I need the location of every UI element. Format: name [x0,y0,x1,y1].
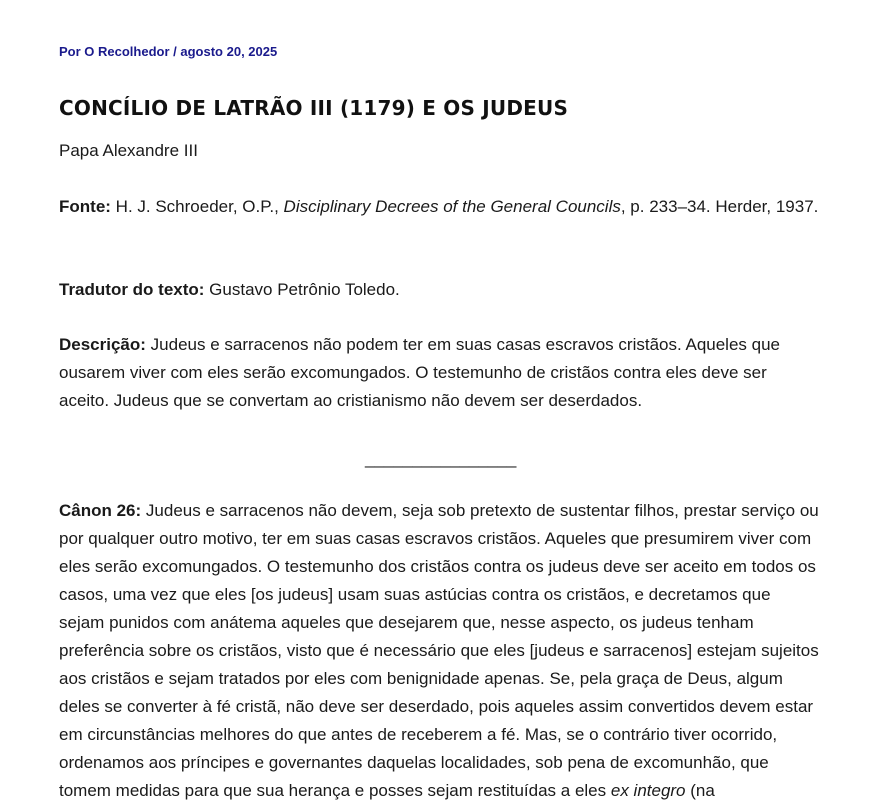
author-line: Papa Alexandre III [59,141,198,160]
description-paragraph [59,331,819,415]
source-text-after: , p. 233–34. Herder, 1937. [620,197,819,216]
section-separator: ________________ [365,449,517,468]
translator-label: Tradutor do texto: [59,280,205,299]
source-label: Fonte: [59,197,111,216]
source-text-before: H. J. Schroeder, O.P., [110,197,284,216]
canon-text-after: (na [685,781,715,800]
post-meta [59,44,277,59]
description-text: Judeus e sarracenos não podem ter em suas casas escravos cristãos. Aqueles que ousarem viver com eles serão excomungados. O testemunho de cristãos contra eles deve ser aceito. Judeus que se convertam ao cristianismo não devem ser deserdados. [59,335,781,410]
translator-paragraph [59,276,819,304]
meta-separator: / [169,44,181,59]
translator-name: Gustavo Petrônio Toledo. [204,280,400,299]
source-book-title: Disciplinary Decrees of the General Councils [283,197,621,216]
canon-paragraph [59,497,819,805]
page-title: CONCÍLIO DE LATRÃO III (1179) E OS JUDEUS [59,96,569,120]
canon-label: Cânon 26: [59,501,142,520]
meta-prefix: Por [59,44,85,59]
description-label: Descrição: [59,335,146,354]
date-link[interactable]: agosto 20, 2025 [180,44,278,59]
canon-italic-term: ex integro [610,781,686,800]
source-paragraph [59,193,819,221]
canon-text: Judeus e sarracenos não devem, seja sob pretexto de sustentar filhos, prestar serviço ou por qualquer outro motivo, ter em suas casas escravos cristãos. Aqueles que presumirem viver com eles serão excomungados. O testemunho dos cristãos contra os judeus deve ser aceito em todos os casos, uma vez que eles [os judeus] usam suas astúcias contra os cristãos, e decretamos que sejam punidos com anátema aqueles que desejarem que, nesse aspecto, os judeus tenham preferência sobre os cristãos, visto que é necessário que eles [judeus e sarracenos] estejam sujeitos aos cristãos e sejam tratados por eles com benignidade apenas. Se, pela graça de Deus, algum deles se converter à fé cristã, não deve ser deserdado, pois aqueles assim convertidos devem estar em circunstâncias melhores do que antes de receberem a fé. Mas, se o contrário tiver ocorrido, ordenamos aos príncipes e governantes daquelas localidades, sob pena de excomunhão, que tomem medidas para que sua herança e posses sejam restituídas a eles [59,501,819,800]
author-link[interactable]: O Recolhedor [84,44,170,59]
